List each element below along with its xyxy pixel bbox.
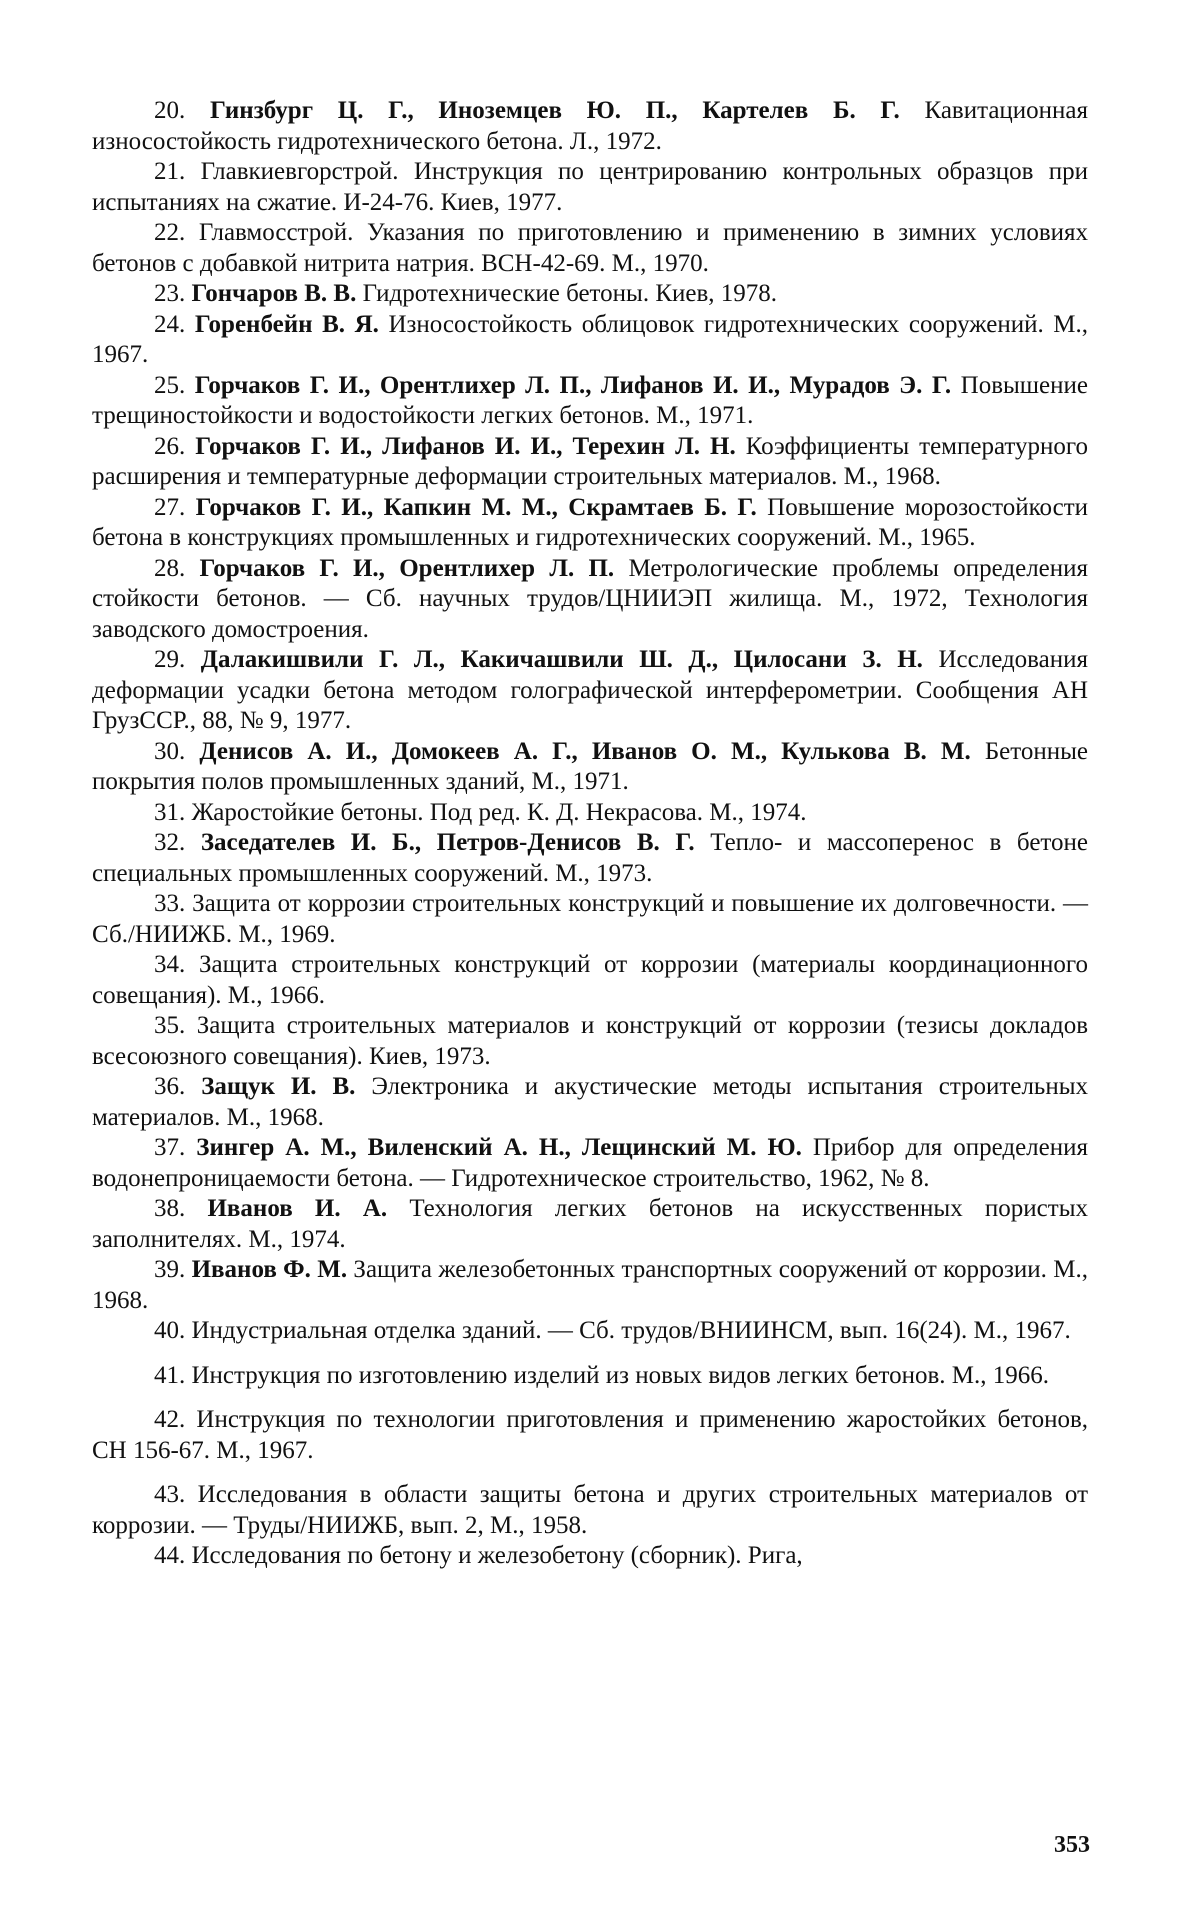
page-number: 353 — [1054, 1832, 1090, 1858]
reference-text: Прибор для определения водонепроницаемости бетона. — Гидротехническое строительство, 1962, № 8. — [92, 1134, 1088, 1192]
reference-number: 30. — [154, 737, 186, 765]
reference-text: Гидротехнические бетоны. Киев, 1978. — [362, 280, 778, 307]
reference-number: 40. — [154, 1317, 186, 1344]
reference-number: 26. — [154, 432, 186, 460]
reference-text: Защита строительных конструкций от коррозии (материалы координационного совещания). М., 1966. — [92, 951, 1089, 1009]
reference-text: Технология легких бетонов на искусственных пористых заполнителях. М., 1974. — [92, 1195, 1089, 1253]
reference-authors: Иванов И. А. — [207, 1195, 388, 1222]
reference-text: Повышение морозостойкости бетона в конструкциях промышленных и гидротехнических сооружений. М., 1965. — [92, 493, 1089, 551]
reference-text: Инструкция по технологии приготовления и применению жаростойких бетонов, СН 156-67. М., 1967. — [92, 1406, 1089, 1464]
reference-33 — [92, 889, 1088, 950]
reference-text: Электроника и акустические методы испытания строительных материалов. М., 1968. — [92, 1073, 1089, 1131]
reference-number: 38. — [154, 1195, 186, 1222]
reference-26 — [92, 432, 1088, 493]
reference-21 — [92, 157, 1088, 218]
reference-text: Исследования по бетону и железобетону (сборник). Рига, — [191, 1542, 803, 1569]
reference-40 — [92, 1316, 1088, 1347]
reference-text: Исследования в области защиты бетона и других строительных материалов от коррозии. — Труды/НИИЖБ, вып. 2, М., 1958. — [92, 1481, 1089, 1539]
reference-number: 39. — [154, 1256, 186, 1283]
reference-44 — [92, 1541, 1088, 1572]
reference-authors: Горчаков Г. И., Орентлихер Л. П., Лифанов И. И., Мурадов Э. Г. — [194, 371, 952, 399]
reference-authors: Далакишвили Г. Л., Какичашвили Ш. Д., Цилосани З. Н. — [200, 646, 923, 673]
reference-number: 25. — [154, 371, 186, 399]
reference-text: Исследования деформации усадки бетона методом голографической интерферометрии. Сообщения АН ГрузССР., 88, № 9, 1977. — [92, 646, 1089, 734]
reference-number: 32. — [154, 829, 186, 856]
reference-text: Метрологические проблемы определения стойкости бетонов. — Сб. научных трудов/ЦНИИЭП жилища. М., 1972, Технология заводского домостроения. — [92, 554, 1089, 643]
reference-number: 36. — [154, 1073, 186, 1100]
reference-authors: Заседателев И. Б., Петров-Денисов В. Г. — [200, 829, 695, 856]
reference-authors: Горчаков Г. И., Лифанов И. И., Терехин Л. Н. — [195, 432, 736, 460]
reference-31 — [92, 798, 1088, 829]
reference-number: 23. — [154, 280, 186, 307]
reference-39 — [92, 1255, 1088, 1316]
reference-41 — [92, 1361, 1088, 1392]
reference-number: 44. — [154, 1542, 186, 1569]
reference-30 — [92, 737, 1088, 798]
reference-23 — [92, 279, 1088, 310]
reference-25 — [92, 371, 1088, 432]
reference-number: 28. — [154, 554, 186, 582]
reference-27 — [92, 493, 1088, 554]
reference-number: 22. — [154, 219, 186, 246]
reference-number: 21. — [154, 158, 186, 185]
reference-number: 41. — [154, 1361, 186, 1389]
reference-text: Бетонные покрытия полов промышленных зданий, М., 1971. — [92, 737, 1089, 795]
reference-text: Защита строительных материалов и конструкций от коррозии (тезисы докладов всесоюзного совещания). Киев, 1973. — [92, 1012, 1089, 1070]
reference-text: Защита от коррозии строительных конструкций и повышение их долговечности. — Сб./НИИЖБ. М., 1969. — [92, 890, 1089, 948]
reference-20 — [92, 96, 1088, 157]
reference-text: Главмосстрой. Указания по приготовлению и применению в зимних условиях бетонов с добавкой нитрита натрия. ВСН-42-69. М., 1970. — [92, 219, 1088, 277]
reference-text: Индустриальная отделка зданий. — Сб. трудов/ВНИИНСМ, вып. 16(24). М., 1967. — [191, 1317, 1071, 1344]
reference-number: 35. — [154, 1012, 186, 1039]
bibliography-page — [92, 96, 1088, 1572]
reference-35 — [92, 1011, 1088, 1072]
reference-number: 42. — [154, 1406, 186, 1433]
reference-42 — [92, 1405, 1088, 1466]
reference-text: Тепло- и массоперенос в бетоне специальных промышленных сооружений. М., 1973. — [92, 829, 1088, 887]
reference-number: 29. — [154, 646, 186, 673]
reference-24 — [92, 310, 1088, 371]
reference-authors: Денисов А. И., Домокеев А. Г., Иванов О. М., Кулькова В. М. — [199, 737, 971, 765]
reference-number: 24. — [154, 310, 186, 338]
reference-text: Инструкция по изготовлению изделий из новых видов легких бетонов. М., 1966. — [191, 1361, 1049, 1389]
reference-37 — [92, 1133, 1088, 1194]
reference-authors: Защук И. В. — [201, 1073, 356, 1100]
reference-text: Защита железобетонных транспортных сооружений от коррозии. М., 1968. — [92, 1256, 1088, 1314]
reference-36 — [92, 1072, 1088, 1133]
reference-text: Коэффициенты температурного расширения и температурные деформации строительных материалов. М., 1968. — [92, 432, 1089, 490]
reference-text: Жаростойкие бетоны. Под ред. К. Д. Некрасова. М., 1974. — [191, 798, 807, 826]
reference-43 — [92, 1480, 1088, 1541]
reference-number: 43. — [154, 1481, 186, 1508]
reference-number: 27. — [154, 493, 186, 521]
reference-29 — [92, 645, 1088, 737]
reference-number: 31. — [154, 798, 186, 826]
reference-38 — [92, 1194, 1088, 1255]
reference-authors: Гинзбург Ц. Г., Иноземцев Ю. П., Картелев Б. Г. — [209, 97, 900, 124]
reference-authors: Горчаков Г. И., Капкин М. М., Скрамтаев Б. Г. — [195, 493, 757, 521]
reference-34 — [92, 950, 1088, 1011]
reference-authors: Гончаров В. В. — [191, 280, 357, 307]
reference-28 — [92, 554, 1088, 646]
reference-number: 34. — [154, 951, 186, 978]
reference-number: 33. — [154, 890, 186, 917]
reference-authors: Горчаков Г. И., Орентлихер Л. П. — [199, 554, 615, 582]
reference-text: Износостойкость облицовок гидротехнических сооружений. М., 1967. — [92, 310, 1089, 368]
reference-authors: Зингер А. М., Виленский А. Н., Лещинский М. Ю. — [196, 1134, 802, 1161]
reference-32 — [92, 828, 1088, 889]
reference-text: Кавитационная износостойкость гидротехнического бетона. Л., 1972. — [92, 97, 1089, 155]
reference-number: 20. — [154, 97, 186, 124]
reference-authors: Горенбейн В. Я. — [194, 310, 379, 338]
reference-number: 37. — [154, 1134, 186, 1161]
reference-text: Главкиевгорстрой. Инструкция по центрированию контрольных образцов при испытаниях на сжатие. И-24-76. Киев, 1977. — [92, 158, 1089, 216]
reference-text: Повышение трещиностойкости и водостойкости легких бетонов. М., 1971. — [92, 371, 1089, 429]
reference-22 — [92, 218, 1088, 279]
reference-authors: Иванов Ф. М. — [191, 1256, 348, 1283]
